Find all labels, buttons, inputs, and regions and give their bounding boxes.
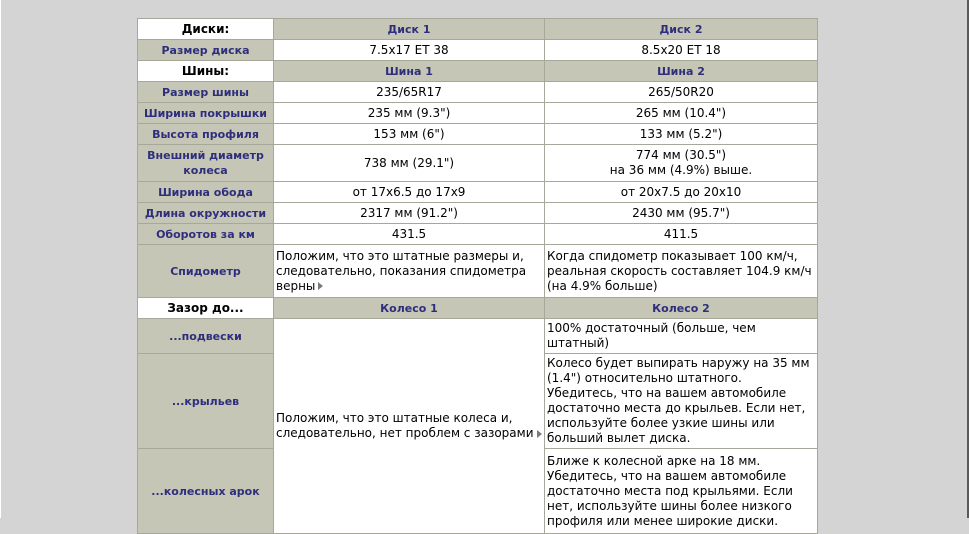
wheel-1-clearance bbox=[274, 319, 545, 534]
tire-2-profile: 133 мм (5.2") bbox=[545, 124, 818, 145]
tires-header-row bbox=[138, 61, 818, 82]
table-row bbox=[138, 224, 818, 245]
profile-height-label: Высота профиля bbox=[138, 124, 274, 145]
tire-1-header: Шина 1 bbox=[274, 61, 545, 82]
wheel-arches-label: ...колесных арок bbox=[138, 449, 274, 534]
outer-diameter-label: Внешний диаметр колеса bbox=[138, 145, 274, 182]
tire-2-diameter-value: 774 мм (30.5") bbox=[635, 148, 727, 162]
speedometer-label: Спидометр bbox=[138, 245, 274, 298]
arrow-right-icon[interactable] bbox=[318, 282, 323, 290]
tire-2-size: 265/50R20 bbox=[545, 82, 818, 103]
table-row bbox=[138, 103, 818, 124]
revs-per-km-label: Оборотов за км bbox=[138, 224, 274, 245]
disk-size-label: Размер диска bbox=[138, 40, 274, 61]
tire-1-circumference: 2317 мм (91.2") bbox=[274, 203, 545, 224]
tires-section-title: Шины: bbox=[138, 61, 274, 82]
circumference-label: Длина окружности bbox=[138, 203, 274, 224]
disk-1-header: Диск 1 bbox=[274, 19, 545, 40]
table-row bbox=[138, 319, 818, 354]
tire-2-width: 265 мм (10.4") bbox=[545, 103, 818, 124]
suspension-label: ...подвески bbox=[138, 319, 274, 354]
tire-2-diameter-diff: на 36 мм (4.9%) выше. bbox=[609, 163, 753, 177]
wheel-1-header: Колесо 1 bbox=[274, 298, 545, 319]
disk-size-row bbox=[138, 40, 818, 61]
tire-2-diameter bbox=[545, 145, 818, 182]
rim-width-label: Ширина обода bbox=[138, 182, 274, 203]
clearance-header-row bbox=[138, 298, 818, 319]
table-row bbox=[138, 82, 818, 103]
wheel-1-clearance-text: Положим, что это штатные колеса и, следовательно, нет проблем с зазорами bbox=[276, 411, 534, 440]
disk-2-size: 8.5x20 ET 18 bbox=[545, 40, 818, 61]
disks-section-title: Диски: bbox=[138, 19, 274, 40]
table-row bbox=[138, 182, 818, 203]
tire-1-revs: 431.5 bbox=[274, 224, 545, 245]
tire-1-width: 235 мм (9.3") bbox=[274, 103, 545, 124]
disk-1-size: 7.5x17 ET 38 bbox=[274, 40, 545, 61]
comparison-table bbox=[137, 18, 818, 534]
disk-2-header: Диск 2 bbox=[545, 19, 818, 40]
wheel-2-header: Колесо 2 bbox=[545, 298, 818, 319]
tire-2-rim-width: от 20x7.5 до 20x10 bbox=[545, 182, 818, 203]
tire-1-diameter: 738 мм (29.1") bbox=[274, 145, 545, 182]
tire-1-profile: 153 мм (6") bbox=[274, 124, 545, 145]
wheel-2-fenders: Колесо будет выпирать наружу на 35 мм (1.4") относительно штатного. Убедитесь, что на вашем автомобиле достаточно места до крыльев. Если нет, используйте более узкие шины или больший вылет диска. bbox=[545, 354, 818, 449]
table-row bbox=[138, 203, 818, 224]
disks-header-row bbox=[138, 19, 818, 40]
clearance-section-title: Зазор до... bbox=[138, 298, 274, 319]
tire-2-header: Шина 2 bbox=[545, 61, 818, 82]
diameter-row bbox=[138, 145, 818, 182]
tire-size-label: Размер шины bbox=[138, 82, 274, 103]
window-edge-left bbox=[0, 0, 1, 518]
table-row bbox=[138, 124, 818, 145]
tire-1-speedometer-text: Положим, что это штатные размеры и, следовательно, показания спидометра верны bbox=[276, 248, 527, 293]
tire-1-speedometer bbox=[274, 245, 545, 298]
tire-1-size: 235/65R17 bbox=[274, 82, 545, 103]
speedometer-row bbox=[138, 245, 818, 298]
fenders-label: ...крыльев bbox=[138, 354, 274, 449]
tire-1-rim-width: от 17x6.5 до 17x9 bbox=[274, 182, 545, 203]
wheel-2-suspension: 100% достаточный (больше, чем штатный) bbox=[545, 319, 818, 354]
arrow-right-icon[interactable] bbox=[537, 430, 542, 438]
tire-width-label: Ширина покрышки bbox=[138, 103, 274, 124]
tire-2-revs: 411.5 bbox=[545, 224, 818, 245]
tire-2-speedometer: Когда спидометр показывает 100 км/ч, реальная скорость составляет 104.9 км/ч (на 4.9% больше) bbox=[545, 245, 818, 298]
tire-2-circumference: 2430 мм (95.7") bbox=[545, 203, 818, 224]
wheel-2-arches: Ближе к колесной арке на 18 мм. Убедитесь, что на вашем автомобиле достаточно места под крыльями. Если нет, используйте шины более низкого профиля или менее широкие диски. bbox=[545, 449, 818, 534]
